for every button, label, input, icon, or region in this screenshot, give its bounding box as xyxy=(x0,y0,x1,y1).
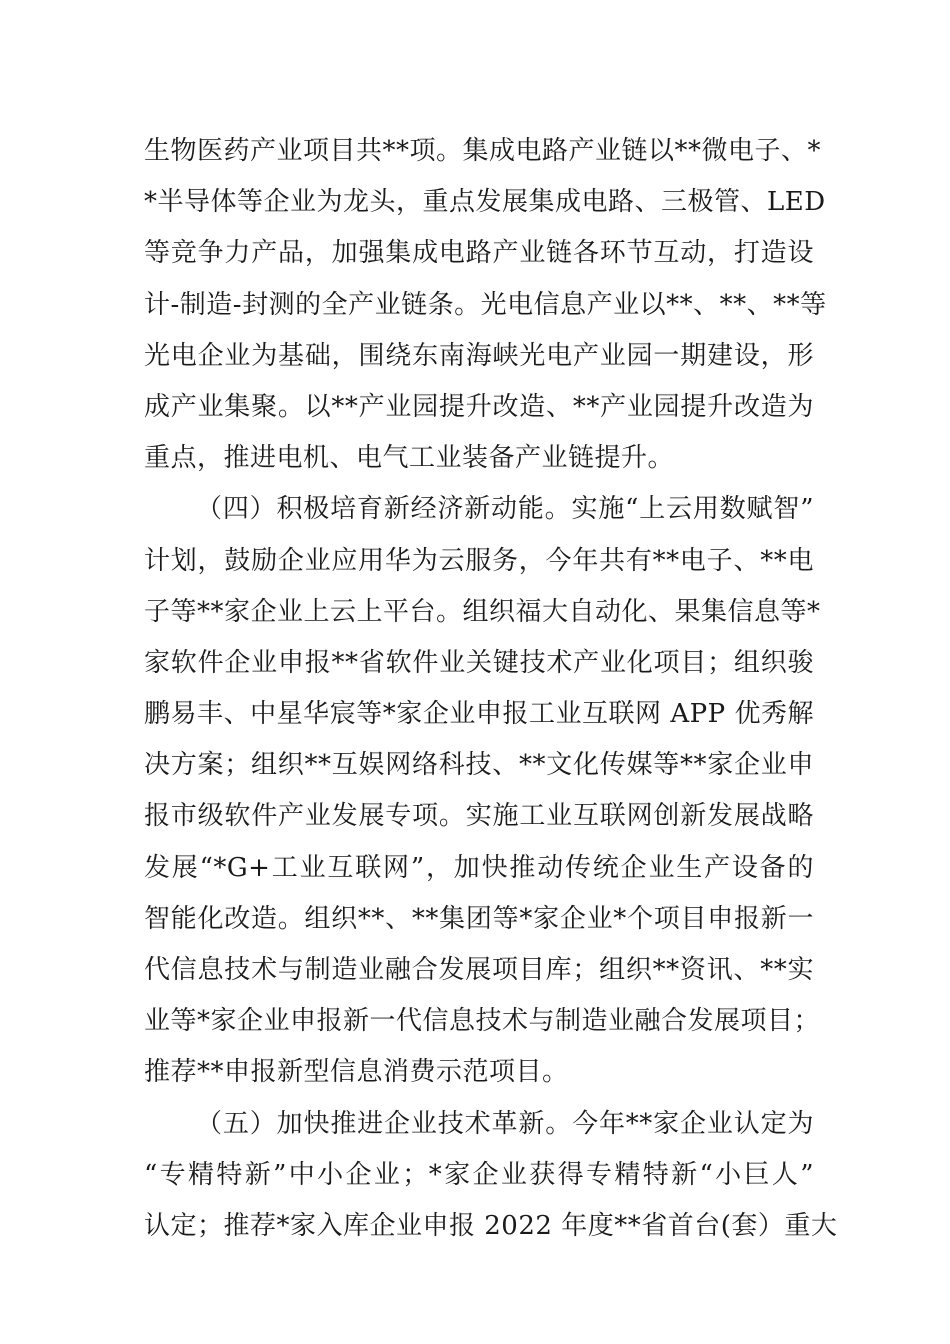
paragraph-1-line-1: 生物医药产业项目共**项。集成电路产业链以**微电子、* xyxy=(144,136,822,166)
section-4-line-2: 计划，鼓励企业应用华为云服务，今年共有**电子、**电 xyxy=(144,545,814,576)
section-4-line-7: 报市级软件产业发展专项。实施工业互联网创新发展战略 xyxy=(144,801,814,832)
paragraph-1-line-6: 成产业集聚。以**产业园提升改造、**产业园提升改造为 xyxy=(144,391,814,422)
section-5-line-2: “专精特新”中小企业；*家企业获得专精特新“小巨人” xyxy=(144,1159,814,1190)
paragraph-1-line-2: *半导体等企业为龙头，重点发展集成电路、三极管、LED xyxy=(144,187,826,218)
section-4-line-9: 智能化改造。组织**、**集团等*家企业*个项目申报新一 xyxy=(144,903,814,934)
section-5-line-3: 认定；推荐*家入库企业申报 2022 年度**省首台(套）重大 xyxy=(144,1210,838,1241)
document-body xyxy=(144,126,838,1252)
section-4-line-10: 代信息技术与制造业融合发展项目库；组织**资讯、**实 xyxy=(144,955,814,985)
paragraph-1-line-4: 计-制造-封测的全产业链条。光电信息产业以**、**、**等 xyxy=(144,289,827,320)
section-4-line-6: 决方案；组织**互娱网络科技、**文化传媒等**家企业申 xyxy=(144,750,814,781)
section-4-line-3: 子等**家企业上云上平台。组织福大自动化、果集信息等* xyxy=(144,596,821,627)
paragraph-1-line-3: 等竞争力产品，加强集成电路产业链各环节互动，打造设 xyxy=(144,238,814,269)
section-4-line-8: 发展“*G+工业互联网”，加快推动传统企业生产设备的 xyxy=(144,852,814,883)
section-4-heading-line: （四）积极培育新经济新动能。实施“上云用数赋智” xyxy=(196,494,814,525)
paragraph-1-line-5: 光电企业为基础，围绕东南海峡光电产业园一期建设，形 xyxy=(144,340,814,371)
section-4-line-11: 业等*家企业申报新一代信息技术与制造业融合发展项目； xyxy=(144,1006,821,1037)
section-4-line-12: 推荐**申报新型信息消费示范项目。 xyxy=(144,1057,569,1088)
paragraph-1-line-7: 重点，推进电机、电气工业装备产业链提升。 xyxy=(144,443,675,474)
section-4-line-5: 鹏易丰、中星华宸等*家企业申报工业互联网 APP 优秀解 xyxy=(144,699,814,730)
section-5-heading-line: （五）加快推进企业技术革新。今年**家企业认定为 xyxy=(196,1108,814,1139)
section-4-line-4: 家软件企业申报**省软件业关键技术产业化项目；组织骏 xyxy=(144,647,814,678)
